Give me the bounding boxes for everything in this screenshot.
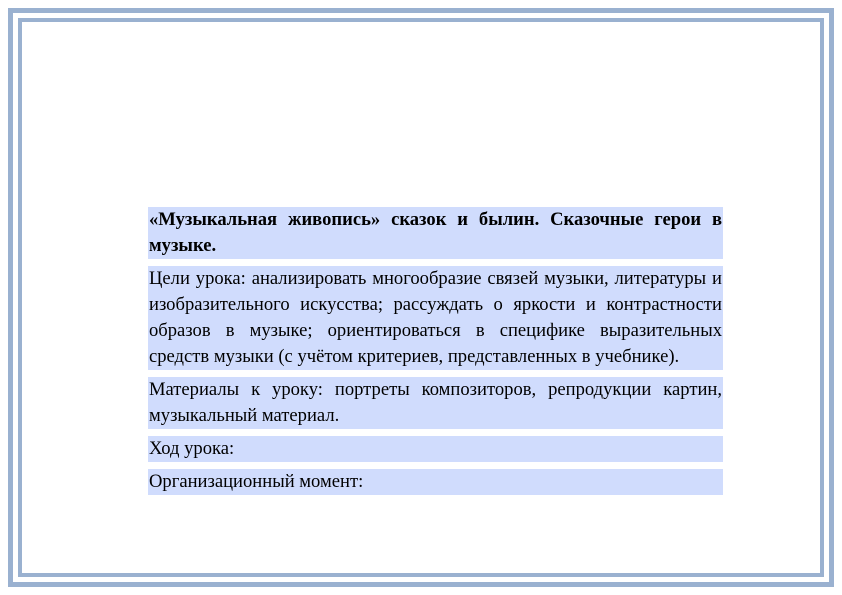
lesson-title: «Музыкальная живопись» сказок и былин. Сказочные герои в музыке. bbox=[148, 207, 723, 259]
lesson-text-block bbox=[148, 207, 723, 495]
lesson-progress-heading: Ход урока: bbox=[148, 436, 723, 462]
lesson-goals-paragraph: Цели урока: анализировать многообразие связей музыки, литературы и изобразительного искусства; рассуждать о яркости и контрастности образов в музыке; ориентироваться в специфике выразительных средств музыки (с учётом критериев, представленных в учебнике). bbox=[148, 266, 723, 370]
organizational-moment-heading: Организационный момент: bbox=[148, 469, 723, 495]
lesson-materials-paragraph: Материалы к уроку: портреты композиторов, репродукции картин, музыкальный материал. bbox=[148, 377, 723, 429]
